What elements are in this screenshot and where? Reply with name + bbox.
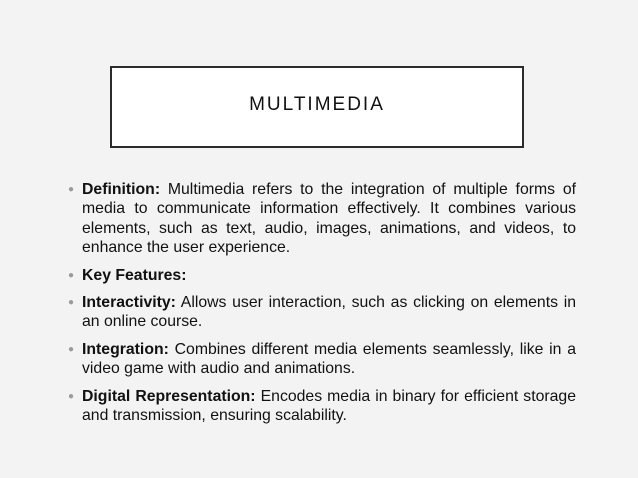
bullet-marker-icon: ●: [68, 297, 75, 309]
bullet-list: [62, 180, 576, 425]
bullet-marker-icon: ●: [68, 343, 75, 355]
bullet-interactivity: [62, 293, 576, 332]
bullet-key-features: [62, 266, 576, 285]
bullet-marker-icon: ●: [68, 390, 75, 402]
title-box: [110, 66, 524, 148]
bullet-term: Digital Representation:: [82, 387, 256, 405]
bullet-integration: [62, 340, 576, 379]
bullet-text: Encodes media in binary for efficient storage and transmission, ensuring scalability.: [82, 387, 576, 425]
bullet-term: Interactivity:: [82, 294, 176, 312]
bullet-text: Combines different media elements seamlessly, like in a video game with audio and animations.: [82, 340, 576, 378]
bullet-definition: [62, 180, 576, 258]
slide-title: MULTIMEDIA: [249, 94, 385, 115]
bullet-marker-icon: ●: [68, 184, 75, 195]
bullet-term: Definition:: [82, 181, 161, 198]
bullet-text: Multimedia refers to the integration of multiple forms of media to communicate information effectively. It combines various elements, such as text, audio, images, animations, and videos, to enhance the user experience.: [82, 181, 576, 257]
bullet-digital-representation: [62, 387, 576, 426]
bullet-text: Allows user interaction, such as clicking on elements in an online course.: [82, 294, 576, 331]
bullet-marker-icon: ●: [68, 269, 75, 281]
bullet-term: Integration:: [82, 340, 169, 358]
bullet-term: Key Features:: [82, 266, 187, 284]
